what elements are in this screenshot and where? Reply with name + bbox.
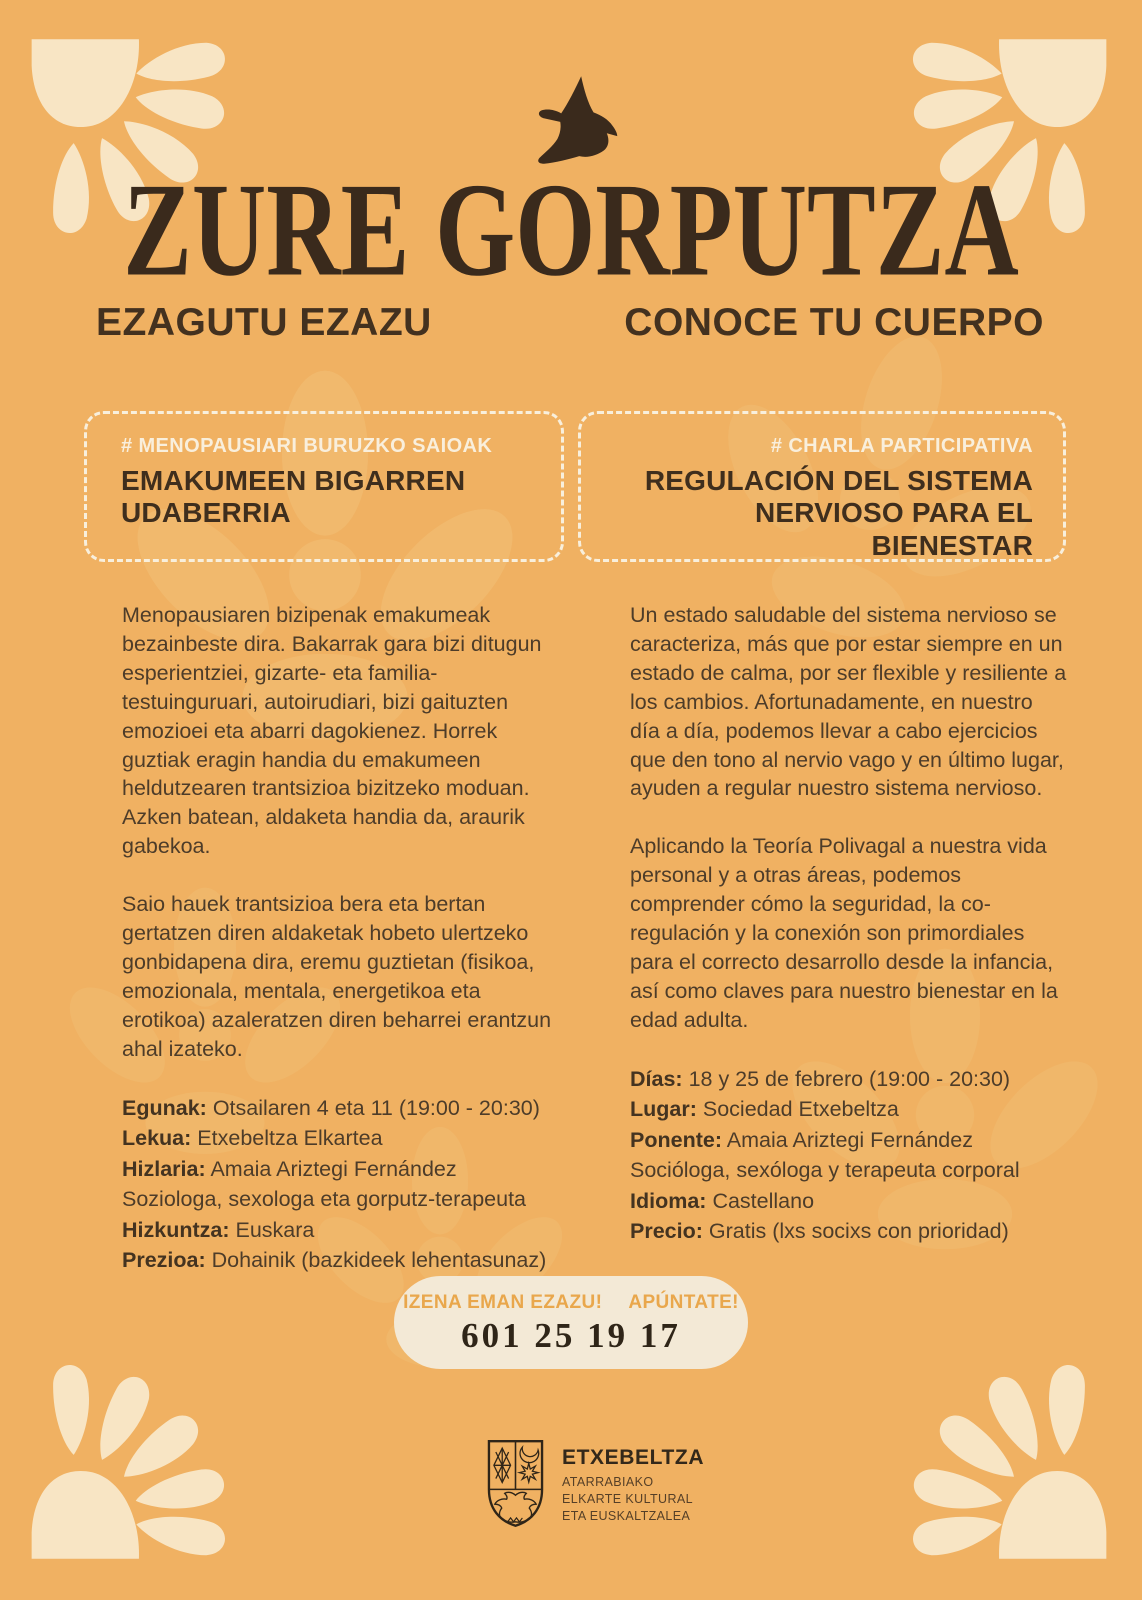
logo-text <box>562 1438 704 1524</box>
detail-label: Prezioa: <box>122 1248 206 1273</box>
detail-value: Castellano <box>712 1188 815 1213</box>
signup-call <box>394 1292 748 1314</box>
detail-value: Dohainik (bazkideek lehentasunaz) <box>211 1248 547 1273</box>
signup-pill <box>394 1276 748 1369</box>
detail-line <box>122 1184 560 1215</box>
detail-value: Socióloga, sexóloga y terapeuta corporal <box>630 1158 1020 1183</box>
session-tag: # CHARLA PARTICIPATIVA <box>770 435 1033 457</box>
paragraph: Menopausiaren bizipenak emakumeak bezainbeste dira. Bakarrak gara bizi ditugun esperientziei, gizarte- eta familia-testuinguruari, autoirudiari, bizi gaituzten emozioei eta abarri dagokienez. Horrek guztiak eragin handia du emakumeen heldutzearen trantsizioa bizitzeko moduan. Azken batean, aldaketa handia da, araurik gabekoa. <box>122 603 542 859</box>
logo-line: ETA EUSKALTZALEA <box>562 1509 691 1523</box>
detail-line <box>630 1094 1068 1125</box>
detail-line <box>630 1064 1068 1095</box>
detail-label: Ponente: <box>630 1127 722 1152</box>
detail-value: Soziologa, sexologa eta gorputz-terapeuta <box>122 1187 526 1212</box>
detail-line <box>630 1155 1068 1186</box>
paragraph: Saio hauek trantsizioa bera eta bertan gertatzen diren aldaketak hobeto ulertzeko gonbidapena dira, eremu guztietan (fisikoa, emozionala, mentala, energetikoa eta erotikoa) azaleratzen diren beharrei erantzun ahal izateko. <box>122 892 552 1061</box>
paragraph: Aplicando la Teoría Polivagal a nuestra vida personal y a otras áreas, podemos comprender cómo la seguridad, la co-regulación y la conexión son primordiales para el correcto desarrollo desde la infancia, así como claves para nuestro bienestar en la edad adulta. <box>630 834 1058 1032</box>
logo-line: ELKARTE KULTURAL <box>562 1492 693 1506</box>
subtitle-basque: EZAGUTU EZAZU <box>96 301 432 344</box>
detail-value: Gratis (lxs socixs con prioridad) <box>708 1219 1009 1244</box>
detail-label: Idioma: <box>630 1188 707 1213</box>
session-box-spanish <box>578 411 1066 562</box>
detail-line <box>630 1216 1068 1247</box>
details-basque <box>122 1093 560 1276</box>
detail-value: Amaia Ariztegi Fernández <box>210 1156 457 1181</box>
detail-value: Euskara <box>235 1217 315 1242</box>
subtitle-spanish: CONOCE TU CUERPO <box>624 301 1044 344</box>
detail-line <box>122 1215 560 1246</box>
detail-label: Egunak: <box>122 1095 207 1120</box>
detail-value: Etxebeltza Elkartea <box>197 1126 383 1151</box>
detail-value: Otsailaren 4 eta 11 (19:00 - 20:30) <box>212 1095 540 1120</box>
detail-value: Sociedad Etxebeltza <box>702 1097 899 1122</box>
detail-line <box>122 1123 560 1154</box>
paragraph: Un estado saludable del sistema nervioso se caracteriza, más que por estar siempre en un estado de calma, por ser flexible y resiliente a los cambios. Afortunadamente, en nuestro día a día, podemos llevar a cabo ejercicios que den tono al nervio vago y en último lugar, ayuden a regular nuestro sistema nervioso. <box>630 603 1067 801</box>
session-heading: EMAKUMEEN BIGARREN UDABERRIA <box>121 465 466 529</box>
detail-label: Lugar: <box>630 1097 697 1122</box>
phone-number: 601 25 19 17 <box>461 1316 681 1355</box>
detail-line <box>122 1154 560 1185</box>
detail-line <box>122 1245 560 1276</box>
detail-label: Lekua: <box>122 1126 192 1151</box>
poster-title: ZURE GORPUTZA <box>123 156 1019 305</box>
column-spanish <box>630 601 1068 1247</box>
detail-label: Precio: <box>630 1219 703 1244</box>
organization-logo <box>486 1438 704 1529</box>
signup-call-basque: IZENA EMAN EZAZU! <box>403 1292 603 1313</box>
detail-value: Amaia Ariztegi Fernández <box>726 1127 973 1152</box>
bird-icon <box>527 74 622 166</box>
detail-label: Días: <box>630 1066 683 1091</box>
detail-line <box>122 1093 560 1124</box>
session-box-basque <box>84 411 564 562</box>
detail-value: 18 y 25 de febrero (19:00 - 20:30) <box>688 1066 1011 1091</box>
detail-label: Hizkuntza: <box>122 1217 230 1242</box>
details-spanish <box>630 1064 1068 1247</box>
detail-line <box>630 1125 1068 1156</box>
logo-line: ATARRABIAKO <box>562 1475 654 1489</box>
detail-label: Hizlaria: <box>122 1156 206 1181</box>
session-heading: REGULACIÓN DEL SISTEMA NERVIOSO PARA EL BIENESTAR <box>644 465 1033 561</box>
etxebeltza-crest-icon <box>486 1438 545 1529</box>
signup-call-spanish: APÚNTATE! <box>628 1292 739 1313</box>
detail-line <box>630 1186 1068 1217</box>
logo-name: ETXEBELTZA <box>562 1446 705 1469</box>
session-tag: # MENOPAUSIARI BURUZKO SAIOAK <box>121 435 493 457</box>
column-basque <box>122 601 560 1276</box>
subtitle-row <box>96 301 1044 345</box>
